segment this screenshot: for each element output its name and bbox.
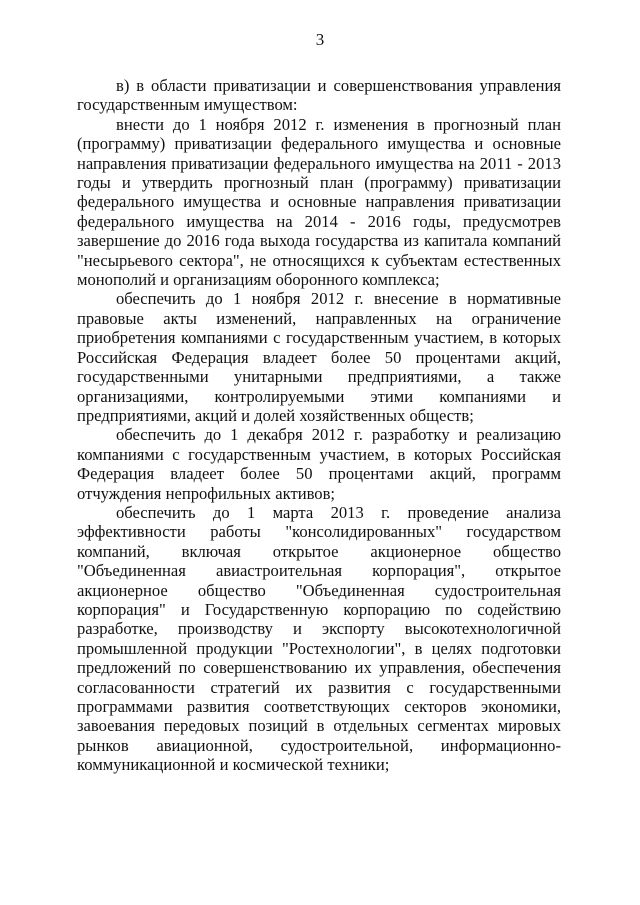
paragraph-acquisition-restriction: обеспечить до 1 ноября 2012 г. внесение в нормативные правовые акты изменений, направленных на ограничение приобретения компаниями с государственным участием, в которых Российская Федерация владеет более 50 процентами акций, государственными унитарными предприятиями, а также организациями, контролируемыми этими компаниями и предприятиями, акций и долей хозяйственных обществ; xyxy=(77,289,561,425)
paragraph-consolidated-companies-analysis: обеспечить до 1 марта 2013 г. проведение анализа эффективности работы "консолидированных" государством компаний, включая открытое акционерное общество "Объединенная авиастроительная корпорация", открытое акционерное общество "Объединенная судостроительная корпорация" и Государственную корпорацию по содействию разработке, производству и экспорту высокотехнологичной промышленной продукции "Ростехнологии", в целях подготовки предложений по совершенствованию их управления, обеспечения согласованности стратегий их развития с государственными программами развития соответствующих секторов экономики, завоевания передовых позиций в отдельных сегментах мировых рынков авиационной, судостроительной, информационно-коммуникационной и космической техники; xyxy=(77,502,561,775)
document-body xyxy=(77,76,561,775)
paragraph-privatization-heading: в) в области приватизации и совершенствования управления государственным имуществом: xyxy=(77,76,561,115)
page-number: 3 xyxy=(315,30,325,49)
paragraph-non-core-assets: обеспечить до 1 декабря 2012 г. разработку и реализацию компаниями с государственным участием, в которых Российская Федерация владеет более 50 процентами акций, программ отчуждения непрофильных активов; xyxy=(77,425,561,503)
paragraph-privatization-plan: внести до 1 ноября 2012 г. изменения в прогнозный план (программу) приватизации федерального имущества и основные направления приватизации федерального имущества на 2011 - 2013 годы и утвердить прогнозный план (программу) приватизации федерального имущества и основные направления приватизации федерального имущества на 2014 - 2016 годы, предусмотрев завершение до 2016 года выхода государства из капитала компаний "несырьевого сектора", не относящихся к субъектам естественных монополий и организациям оборонного комплекса; xyxy=(77,114,561,290)
